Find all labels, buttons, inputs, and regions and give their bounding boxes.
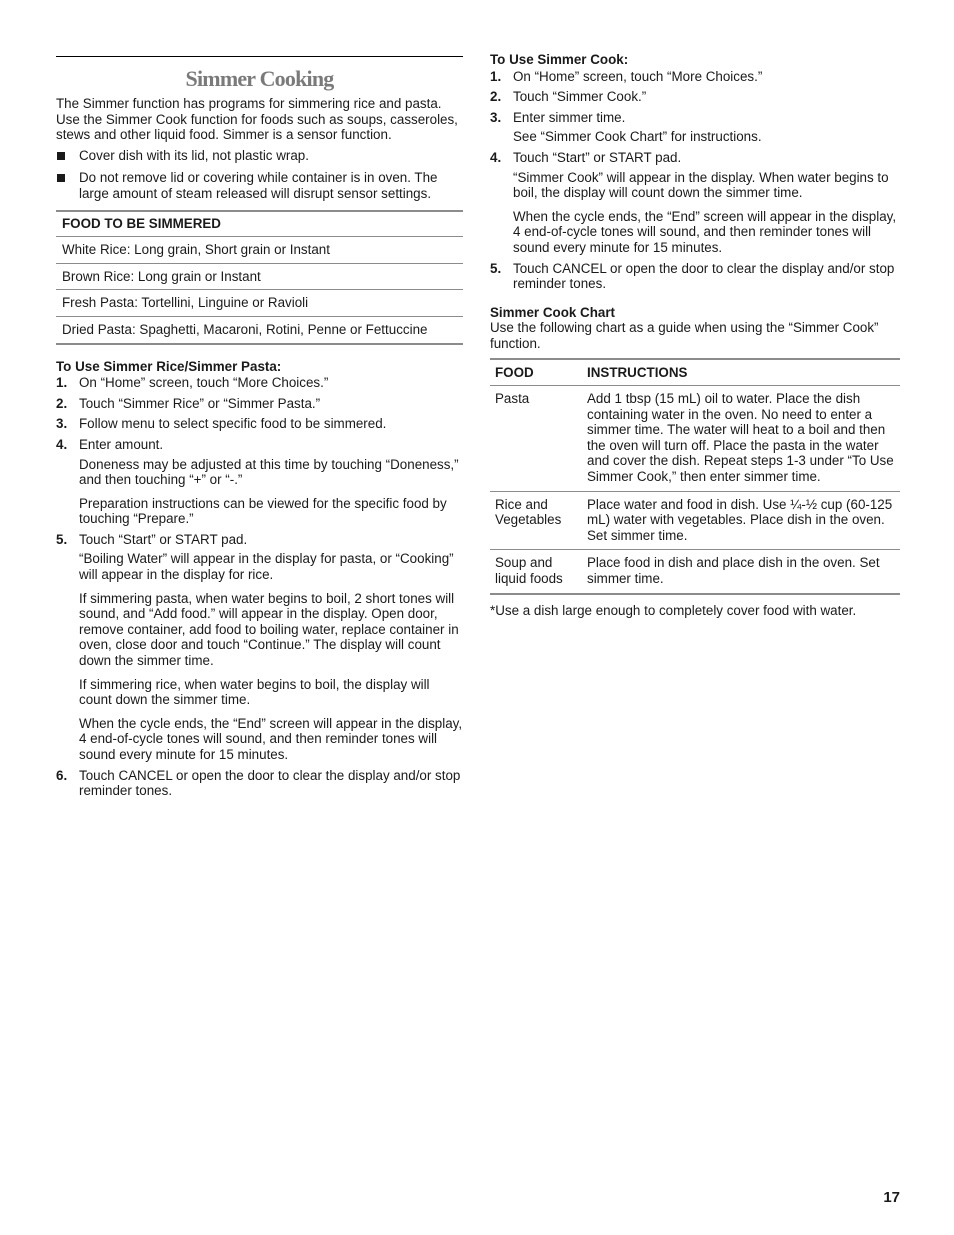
step-item	[490, 89, 900, 105]
step-item	[490, 69, 900, 85]
bullet-square-icon	[57, 174, 65, 182]
step-detail: When the cycle ends, the “End” screen will appear in the display, 4 end-of-cycle tones will sound, and then reminder tones will sound every minute for 15 minutes.	[79, 715, 463, 762]
chart-row	[490, 386, 900, 492]
simmer-cook-heading: To Use Simmer Cook:	[490, 52, 629, 67]
step-number: 4.	[490, 149, 502, 165]
food-to-be-simmered-table	[56, 210, 463, 345]
step-detail: Doneness may be adjusted at this time by touching “Doneness,” and then touching “+” or “-.”	[79, 456, 459, 488]
step-item	[490, 150, 900, 256]
step-text: Enter simmer time.	[513, 109, 626, 125]
simmer-rice-pasta-steps	[56, 375, 463, 799]
step-detail: See “Simmer Cook Chart” for instructions.	[513, 129, 762, 145]
simmer-cook-steps	[490, 69, 900, 292]
step-number: 2.	[56, 395, 68, 411]
step-number: 3.	[490, 109, 502, 125]
step-number: 1.	[490, 68, 502, 84]
food-table-row: Brown Rice: Long grain or Instant	[56, 264, 463, 291]
step-detail: “Boiling Water” will appear in the display for pasta, or “Cooking” will appear in the display for rice.	[79, 551, 454, 583]
chart-intro: Use the following chart as a guide when using the “Simmer Cook” function.	[490, 320, 879, 351]
left-column	[56, 56, 463, 804]
chart-row	[490, 550, 900, 594]
chart-header-row	[490, 359, 900, 386]
simmer-cook-chart-heading: Simmer Cook Chart	[490, 304, 616, 320]
food-table-row: White Rice: Long grain, Short grain or Instant	[56, 237, 463, 264]
page-number: 17	[883, 1189, 900, 1206]
chart-food-cell: Pasta	[490, 386, 582, 492]
bullet-item	[56, 148, 463, 164]
step-item	[56, 416, 463, 432]
step-text: On “Home” screen, touch “More Choices.”	[79, 375, 329, 391]
step-item	[56, 768, 463, 799]
step-item	[56, 532, 463, 763]
bullet-square-icon	[57, 152, 65, 160]
step-number: 3.	[56, 416, 68, 432]
step-number: 5.	[490, 260, 502, 276]
intro-paragraph: The Simmer function has programs for simmering rice and pasta. Use the Simmer Cook function for foods such as soups, casseroles, stews and other liquid food. Simmer is a sensor function.	[56, 96, 458, 143]
top-rule	[56, 56, 463, 57]
step-text: Touch CANCEL or open the door to clear the display and/or stop reminder tones.	[79, 767, 461, 799]
food-table-row: Dried Pasta: Spaghetti, Macaroni, Rotini, Penne or Fettuccine	[62, 321, 428, 337]
chart-instructions-cell: Place food in dish and place dish in the oven. Set simmer time.	[587, 555, 880, 587]
bullet-text: Do not remove lid or covering while container is in oven. The large amount of steam released will disrupt sensor settings.	[79, 170, 438, 201]
step-detail: If simmering rice, when water begins to boil, the display will count down the simmer time.	[79, 676, 430, 708]
step-text: Touch “Simmer Rice” or “Simmer Pasta.”	[79, 395, 321, 411]
bullet-text: Cover dish with its lid, not plastic wrap.	[79, 147, 309, 163]
step-text: On “Home” screen, touch “More Choices.”	[513, 68, 763, 84]
bullet-item	[56, 170, 463, 201]
step-text: Follow menu to select specific food to be simmered.	[79, 416, 387, 432]
bullet-list	[56, 148, 463, 202]
right-column	[490, 52, 900, 618]
food-table-header: FOOD TO BE SIMMERED	[56, 212, 463, 238]
chart-header-instructions: INSTRUCTIONS	[582, 359, 900, 386]
step-item	[56, 375, 463, 391]
step-item	[56, 396, 463, 412]
simmer-cook-chart-table	[490, 358, 900, 595]
chart-header-food: FOOD	[490, 359, 582, 386]
step-item	[490, 110, 900, 145]
simmer-rice-pasta-heading: To Use Simmer Rice/Simmer Pasta:	[56, 358, 282, 374]
step-text: Touch “Start” or START pad.	[79, 531, 248, 547]
chart-instructions-cell: Place water and food in dish. Use ¼-½ cup (60-125 mL) water with vegetables. Place dish in the oven. Set simmer time.	[582, 491, 900, 550]
step-number: 6.	[56, 767, 68, 783]
step-detail: When the cycle ends, the “End” screen will appear in the display, 4 end-of-cycle tones will sound, and then reminder tones will sound every minute for 15 minutes.	[513, 208, 897, 255]
section-title: Simmer Cooking	[185, 66, 334, 91]
chart-footnote: *Use a dish large enough to completely cover food with water.	[490, 602, 857, 618]
step-text: Touch CANCEL or open the door to clear the display and/or stop reminder tones.	[513, 260, 895, 292]
step-text: Touch “Simmer Cook.”	[513, 89, 647, 105]
step-number: 4.	[56, 436, 68, 452]
step-number: 2.	[490, 89, 502, 105]
step-detail: Preparation instructions can be viewed for the specific food by touching “Prepare.”	[79, 495, 447, 527]
step-detail: If simmering pasta, when water begins to boil, 2 short tones will sound, and “Add food.” will appear in the display. Open door, remove container, add food to boiling water, replace container in oven, close door and touch “Continue.” The display will count down the simmer time.	[79, 590, 459, 669]
chart-food-cell: Soup and liquid foods	[495, 555, 563, 587]
chart-row	[490, 491, 900, 550]
step-text: Touch “Start” or START pad.	[513, 149, 682, 165]
step-number: 5.	[56, 531, 68, 547]
chart-food-cell: Rice and Vegetables	[490, 491, 582, 550]
step-text: Enter amount.	[79, 436, 164, 452]
food-table-row: Fresh Pasta: Tortellini, Linguine or Ravioli	[56, 290, 463, 317]
step-number: 1.	[56, 375, 68, 391]
step-detail: “Simmer Cook” will appear in the display. When water begins to boil, the display will count down the simmer time.	[513, 169, 889, 201]
chart-instructions-cell: Add 1 tbsp (15 mL) oil to water. Place the dish containing water in the oven. No need to enter a simmer time. The water will heat to a boil and then the oven will turn off. Place the pasta in the water and cover the dish. Repeat steps 1-3 under “To Use Simmer Cook,” then enter simmer time.	[582, 386, 900, 492]
step-item	[490, 261, 900, 292]
step-item	[56, 437, 463, 527]
